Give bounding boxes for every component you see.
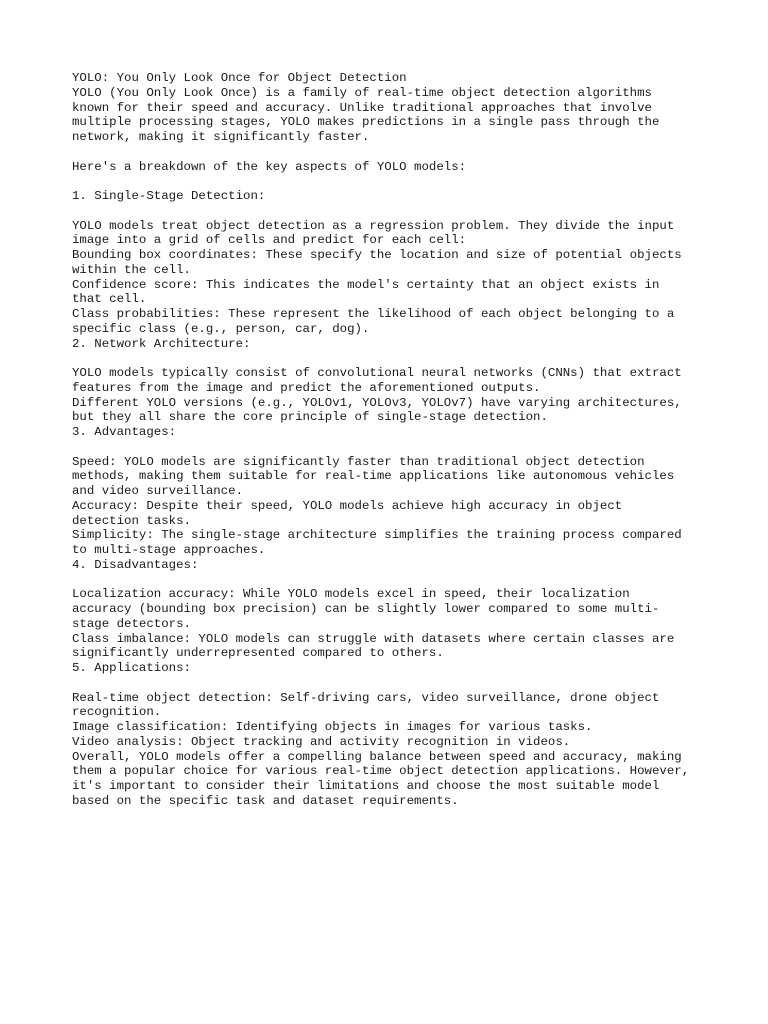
blank-line xyxy=(72,440,712,455)
text-line: 3. Advantages: xyxy=(72,425,177,439)
text-line: multiple processing stages, YOLO makes predictions in a single pass through the xyxy=(72,115,660,130)
text-line: that cell. xyxy=(72,292,147,307)
text-line: known for their speed and accuracy. Unlike traditional approaches that involve xyxy=(72,100,652,115)
text-line: Here's a breakdown of the key aspects of YOLO models: xyxy=(72,159,467,174)
text-line: YOLO models typically consist of convolutional neural networks (CNNs) that extract xyxy=(72,366,682,380)
text-line: 5. Applications: xyxy=(72,661,191,675)
text-line: 4. Disadvantages: xyxy=(72,557,199,572)
text-line: Class imbalance: YOLO models can struggle with datasets where certain classes are xyxy=(72,631,675,646)
text-line: Speed: YOLO models are significantly faster than traditional object detection xyxy=(72,454,645,469)
text-line: 2. Network Architecture: xyxy=(72,336,251,351)
text-line: image into a grid of cells and predict for each cell: xyxy=(72,233,467,248)
text-line: specific class (e.g., person, car, dog). xyxy=(72,321,370,336)
text-line: 1. Single-Stage Detection: xyxy=(72,189,266,203)
text-line: Real-time object detection: Self-driving cars, video surveillance, drone object xyxy=(72,690,660,705)
text-line: them a popular choice for various real-time object detection applications. However, xyxy=(72,764,690,779)
text-line: stage detectors. xyxy=(72,616,191,631)
blank-line xyxy=(72,573,712,588)
text-line: Simplicity: The single-stage architecture simplifies the training process compared xyxy=(72,528,682,543)
text-line: detection tasks. xyxy=(72,513,191,528)
blank-line xyxy=(72,676,712,691)
text-line: Video analysis: Object tracking and activity recognition in videos. xyxy=(72,734,571,749)
blank-line xyxy=(72,351,712,366)
text-line: YOLO models treat object detection as a regression problem. They divide the input xyxy=(72,218,675,233)
text-line: and video surveillance. xyxy=(72,484,244,498)
text-line: Bounding box coordinates: These specify the location and size of potential objects xyxy=(72,248,682,262)
text-line: network, making it significantly faster. xyxy=(72,130,370,144)
blank-line xyxy=(72,174,712,189)
text-line: features from the image and predict the aforementioned outputs. xyxy=(72,380,541,395)
text-line: recognition. xyxy=(72,705,162,720)
text-line: within the cell. xyxy=(72,262,191,277)
text-line: Overall, YOLO models offer a compelling balance between speed and accuracy, making xyxy=(72,749,682,764)
text-line: based on the specific task and dataset requirements. xyxy=(72,793,459,808)
text-line: significantly underrepresented compared to others. xyxy=(72,646,444,661)
text-line: Accuracy: Despite their speed, YOLO models achieve high accuracy in object xyxy=(72,498,623,513)
text-line: Localization accuracy: While YOLO models excel in speed, their localization xyxy=(72,587,630,602)
text-line: Class probabilities: These represent the likelihood of each object belonging to a xyxy=(72,307,675,321)
text-line: methods, making them suitable for real-time applications like autonomous vehicles xyxy=(72,469,675,484)
text-line: but they all share the core principle of single-stage detection. xyxy=(72,410,548,425)
text-line: YOLO: You Only Look Once for Object Detection xyxy=(72,71,407,85)
text-line: it's important to consider their limitations and choose the most suitable model xyxy=(72,779,660,793)
text-line: to multi-stage approaches. xyxy=(72,543,266,557)
text-line: Different YOLO versions (e.g., YOLOv1, YOLOv3, YOLOv7) have varying architectures, xyxy=(72,395,682,410)
text-line: Confidence score: This indicates the model's certainty that an object exists in xyxy=(72,277,660,292)
document-body xyxy=(72,71,712,809)
text-line: Image classification: Identifying objects in images for various tasks. xyxy=(72,720,593,734)
blank-line xyxy=(72,204,712,219)
text-line: YOLO (You Only Look Once) is a family of real-time object detection algorithms xyxy=(72,85,652,100)
blank-line xyxy=(72,145,712,160)
text-line: accuracy (bounding box precision) can be slightly lower compared to some multi- xyxy=(72,602,660,616)
